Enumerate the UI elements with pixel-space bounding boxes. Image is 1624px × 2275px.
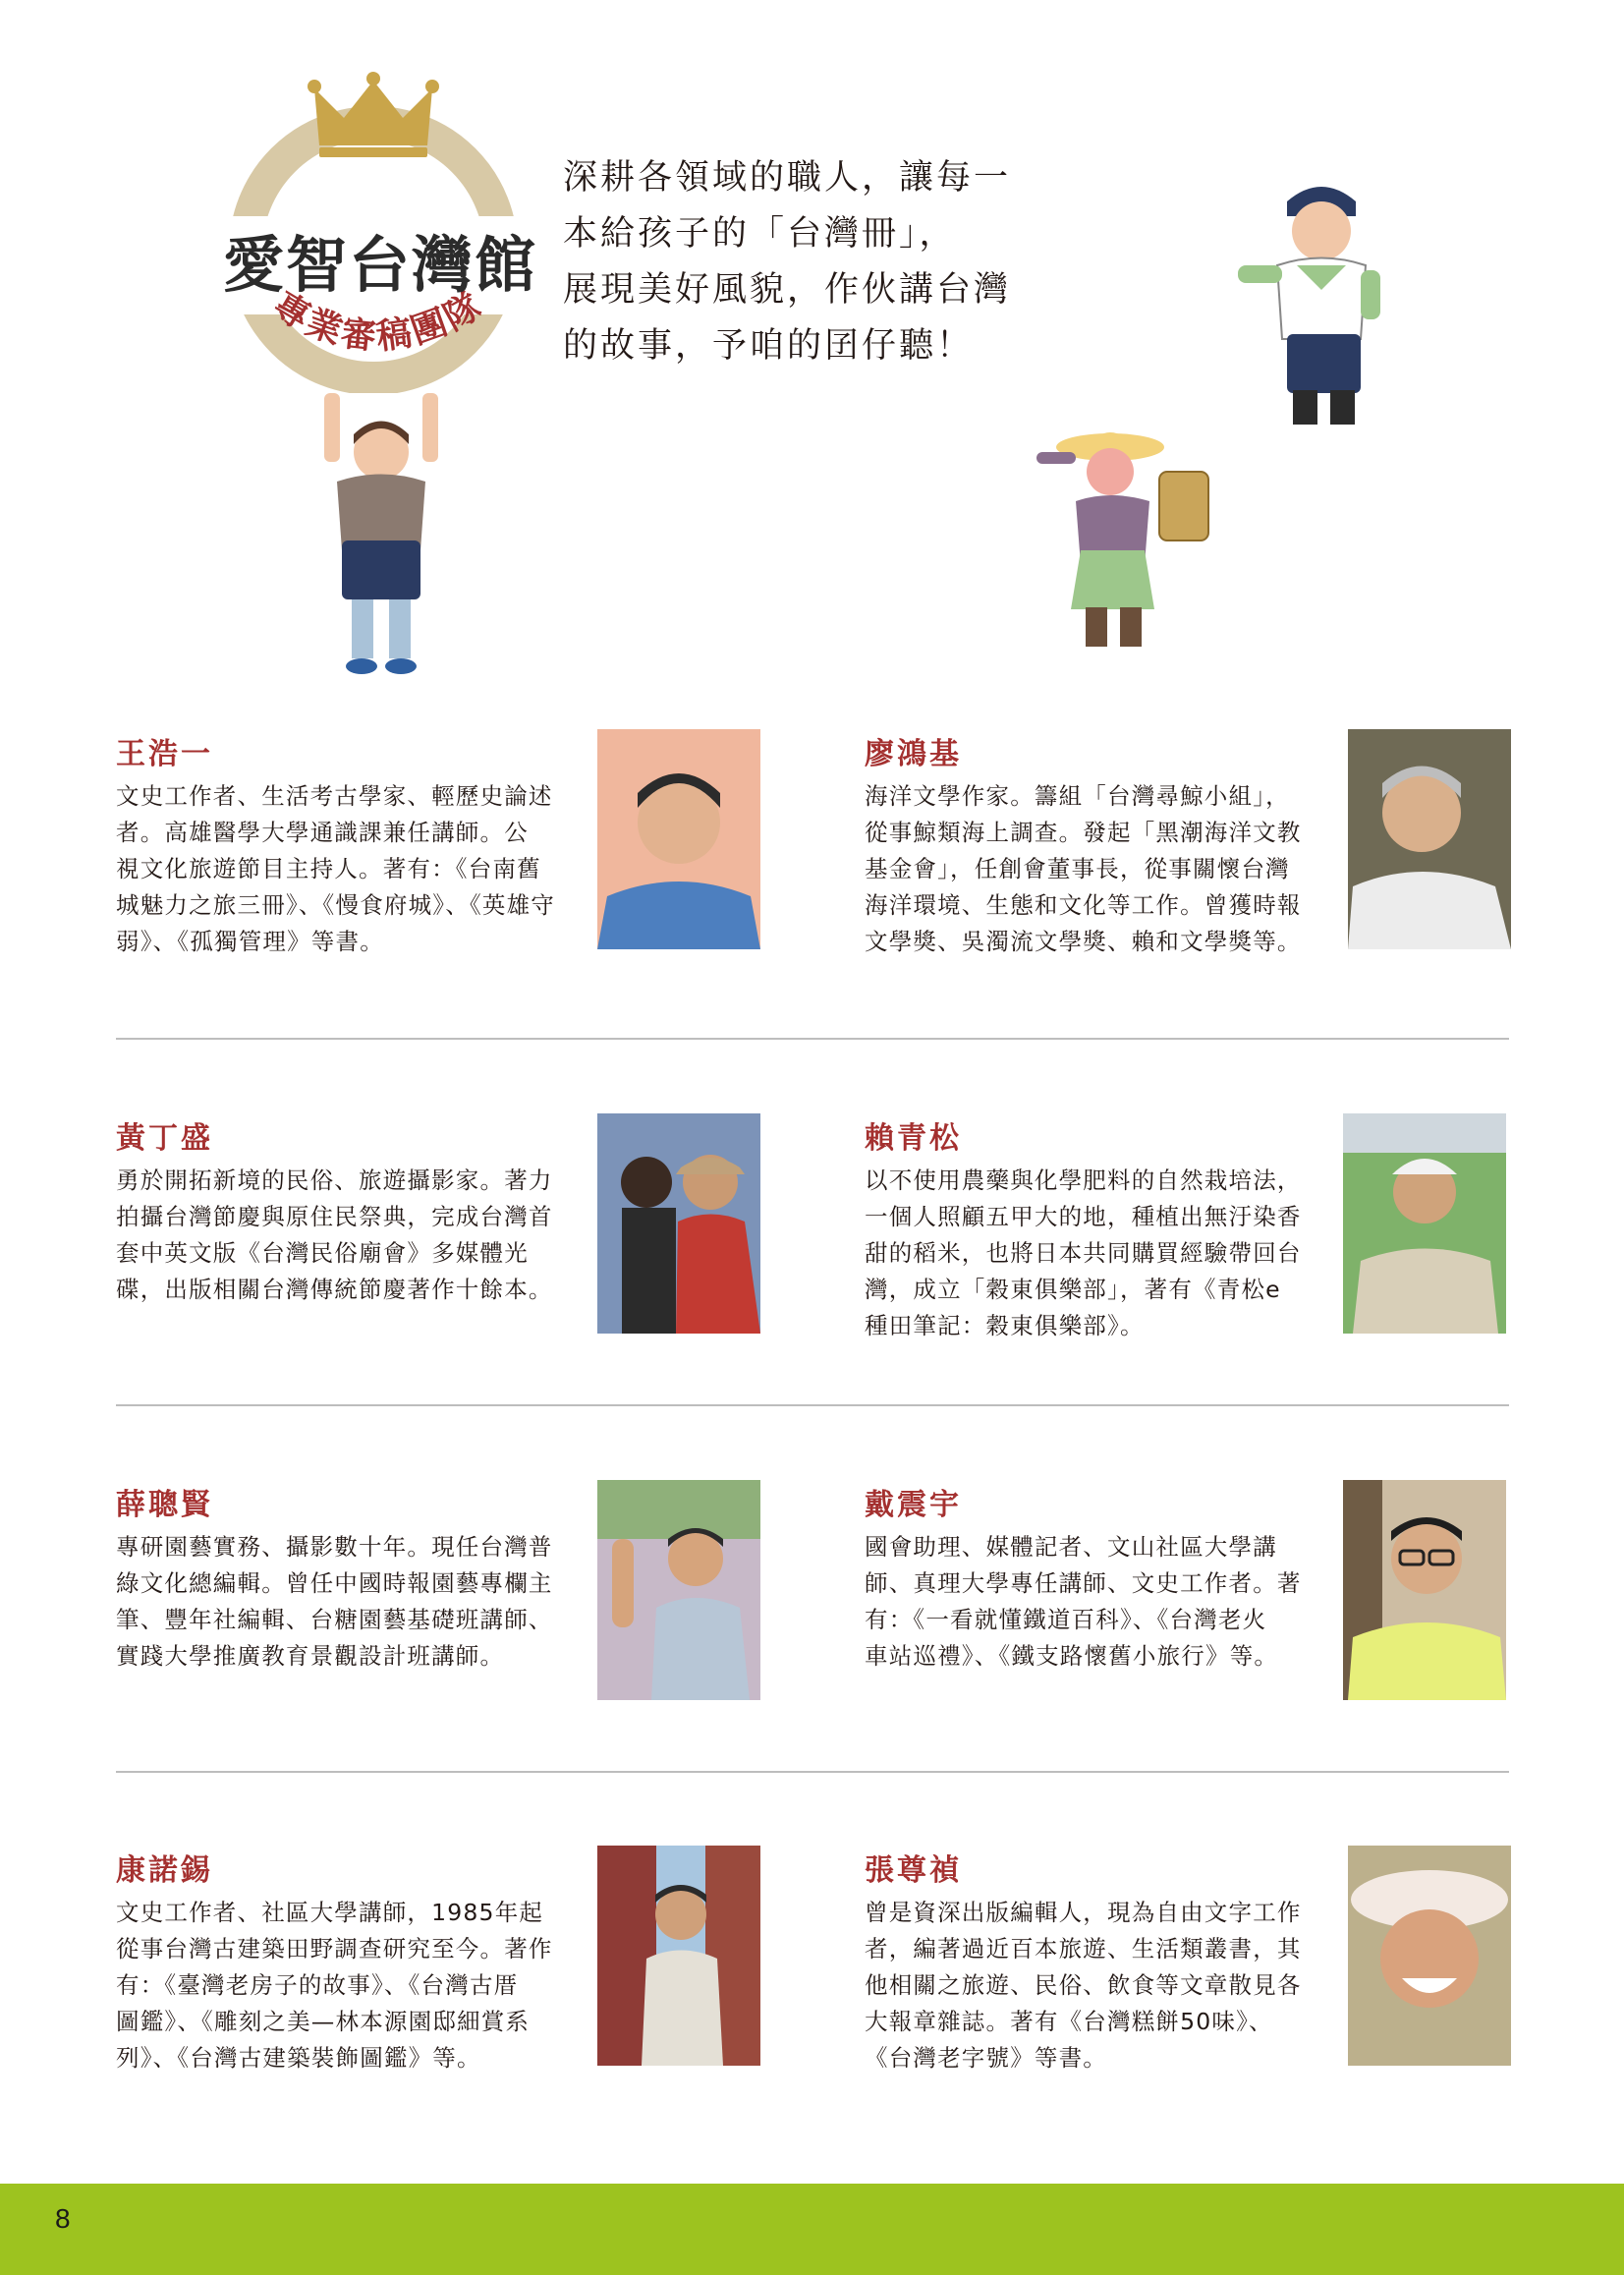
bio-line: 文史工作者、社區大學講師，1985年起 <box>116 1899 544 1926</box>
section-divider <box>116 1038 1509 1040</box>
section-divider <box>116 1771 1509 1773</box>
bio-line: 者。高雄醫學大學通識課兼任講師。公 <box>116 819 529 846</box>
bio-line: 者，編著過近百本旅遊、生活類叢書，其 <box>865 1935 1302 1962</box>
bio-line: 師、真理大學專任講師、文史工作者。著 <box>865 1569 1302 1597</box>
intro-line: 本給孩子的「台灣冊」， <box>563 214 957 254</box>
bio-line: 以不使用農藥與化學肥料的自然栽培法， <box>865 1166 1302 1194</box>
bio-line: 有：《一看就懂鐵道百科》、《台灣老火 <box>865 1606 1267 1633</box>
badge-title: 愛智台灣館 <box>222 229 537 301</box>
bio-line: 有：《臺灣老房子的故事》、《台灣古厝 <box>116 1971 519 1999</box>
bio-line: 文史工作者、生活考古學家、輕歷史論述 <box>116 782 553 810</box>
bio-line: 拍攝台灣節慶與原住民祭典，完成台灣首 <box>116 1203 553 1230</box>
bio-line: 專研園藝實務、攝影數十年。現任台灣普 <box>116 1533 553 1561</box>
profile-photo <box>597 1846 760 2066</box>
bio-line: 國會助理、媒體記者、文山社區大學講 <box>865 1533 1277 1561</box>
profile-name: 廖鴻基 <box>865 737 962 771</box>
profile-card <box>865 729 1523 955</box>
bio-line: 碟，出版相關台灣傳統節慶著作十餘本。 <box>116 1276 553 1303</box>
profile-card <box>865 1113 1523 1339</box>
profile-card <box>116 1846 774 2072</box>
intro-text <box>563 150 1054 374</box>
profile-name: 薛聰賢 <box>116 1488 213 1522</box>
bio-line: 車站巡禮》、《鐵支路懷舊小旅行》等。 <box>865 1642 1279 1670</box>
profile-bio <box>116 1529 560 1675</box>
bio-line: 套中英文版《台灣民俗廟會》多媒體光 <box>116 1239 529 1267</box>
bio-line: 文學獎、吳濁流文學獎、賴和文學獎等。 <box>865 928 1302 955</box>
profile-name: 王浩一 <box>116 737 213 771</box>
section-divider <box>116 1404 1509 1406</box>
profile-name: 張尊禎 <box>865 1853 962 1888</box>
woman-basket-illustration <box>1027 423 1223 668</box>
profile-card <box>116 1113 774 1339</box>
footer-bar <box>0 2184 1624 2275</box>
bio-line: 綠文化總編輯。曾任中國時報園藝專欄主 <box>116 1569 553 1597</box>
page-number: 8 <box>55 2203 71 2234</box>
bio-line: 弱》、《孤獨管理》等書。 <box>116 928 384 955</box>
profile-bio <box>116 1895 560 2076</box>
profile-bio <box>865 1529 1309 1675</box>
bio-line: 曾是資深出版編輯人，現為自由文字工作 <box>865 1899 1302 1926</box>
bio-line: 灣，成立「穀東俱樂部」，著有《青松e <box>865 1276 1281 1303</box>
profile-card <box>865 1480 1523 1706</box>
person-lifting-illustration <box>312 393 450 688</box>
bio-line: 甜的稻米，也將日本共同購買經驗帶回台 <box>865 1239 1302 1267</box>
bio-line: 列》、《台灣古建築裝飾圖鑑》等。 <box>116 2044 481 2072</box>
profile-name: 賴青松 <box>865 1121 962 1156</box>
farmer-illustration <box>1218 172 1425 437</box>
profile-bio <box>865 1895 1309 2076</box>
badge-subtitle: 專業審稿團隊 <box>265 284 490 359</box>
profile-name: 康諾錫 <box>116 1853 213 1888</box>
intro-line: 展現美好風貌，作伙講台灣 <box>563 270 1012 310</box>
bio-line: 海洋文學作家。籌組「台灣尋鯨小組」， <box>865 782 1290 810</box>
bio-line: 圖鑑》、《雕刻之美—林本源園邸細賞系 <box>116 2008 531 2035</box>
profile-photo <box>1343 1480 1506 1700</box>
profile-photo <box>597 729 760 949</box>
bio-line: 實踐大學推廣教育景觀設計班講師。 <box>116 1642 505 1670</box>
bio-line: 海洋環境、生態和文化等工作。曾獲時報 <box>865 891 1302 919</box>
profile-bio <box>116 1163 560 1308</box>
profile-photo <box>1348 729 1511 949</box>
bio-line: 《台灣老字號》等書。 <box>865 2044 1107 2072</box>
bio-line: 城魅力之旅三冊》、《慢食府城》、《英雄守 <box>116 891 555 919</box>
profile-photo <box>1348 1846 1511 2066</box>
intro-line: 的故事，予咱的囝仔聽！ <box>563 326 975 366</box>
bio-line: 大報章雜誌。著有《台灣糕餅50味》、 <box>865 2008 1273 2035</box>
profile-card <box>865 1846 1523 2072</box>
bio-line: 從事鯨類海上調查。發起「黑潮海洋文教 <box>865 819 1302 846</box>
bio-line: 視文化旅遊節目主持人。著有：《台南舊 <box>116 855 541 882</box>
bio-line: 種田筆記：穀東俱樂部》。 <box>865 1312 1145 1339</box>
bio-line: 筆、豐年社編輯、台糖園藝基礎班講師、 <box>116 1606 553 1633</box>
profile-bio <box>865 778 1309 960</box>
profile-bio <box>865 1163 1309 1344</box>
bio-line: 他相關之旅遊、民俗、飲食等文章散見各 <box>865 1971 1302 1999</box>
profile-photo <box>1343 1113 1506 1334</box>
bio-line: 勇於開拓新境的民俗、旅遊攝影家。著力 <box>116 1166 553 1194</box>
bio-line: 從事台灣古建築田野調查研究至今。著作 <box>116 1935 553 1962</box>
profile-name: 黃丁盛 <box>116 1121 213 1156</box>
profile-card <box>116 1480 774 1706</box>
profile-photo <box>597 1113 760 1334</box>
bio-line: 基金會」，任創會董事長，從事關懷台灣 <box>865 855 1290 882</box>
crown-icon <box>308 72 439 157</box>
profile-card <box>116 729 774 955</box>
profile-photo <box>597 1480 760 1700</box>
profile-name: 戴震宇 <box>865 1488 962 1522</box>
bio-line: 一個人照顧五甲大的地，種植出無汙染香 <box>865 1203 1302 1230</box>
brand-badge <box>196 69 550 393</box>
profile-bio <box>116 778 560 960</box>
intro-line: 深耕各領域的職人，讓每一 <box>563 158 1012 198</box>
